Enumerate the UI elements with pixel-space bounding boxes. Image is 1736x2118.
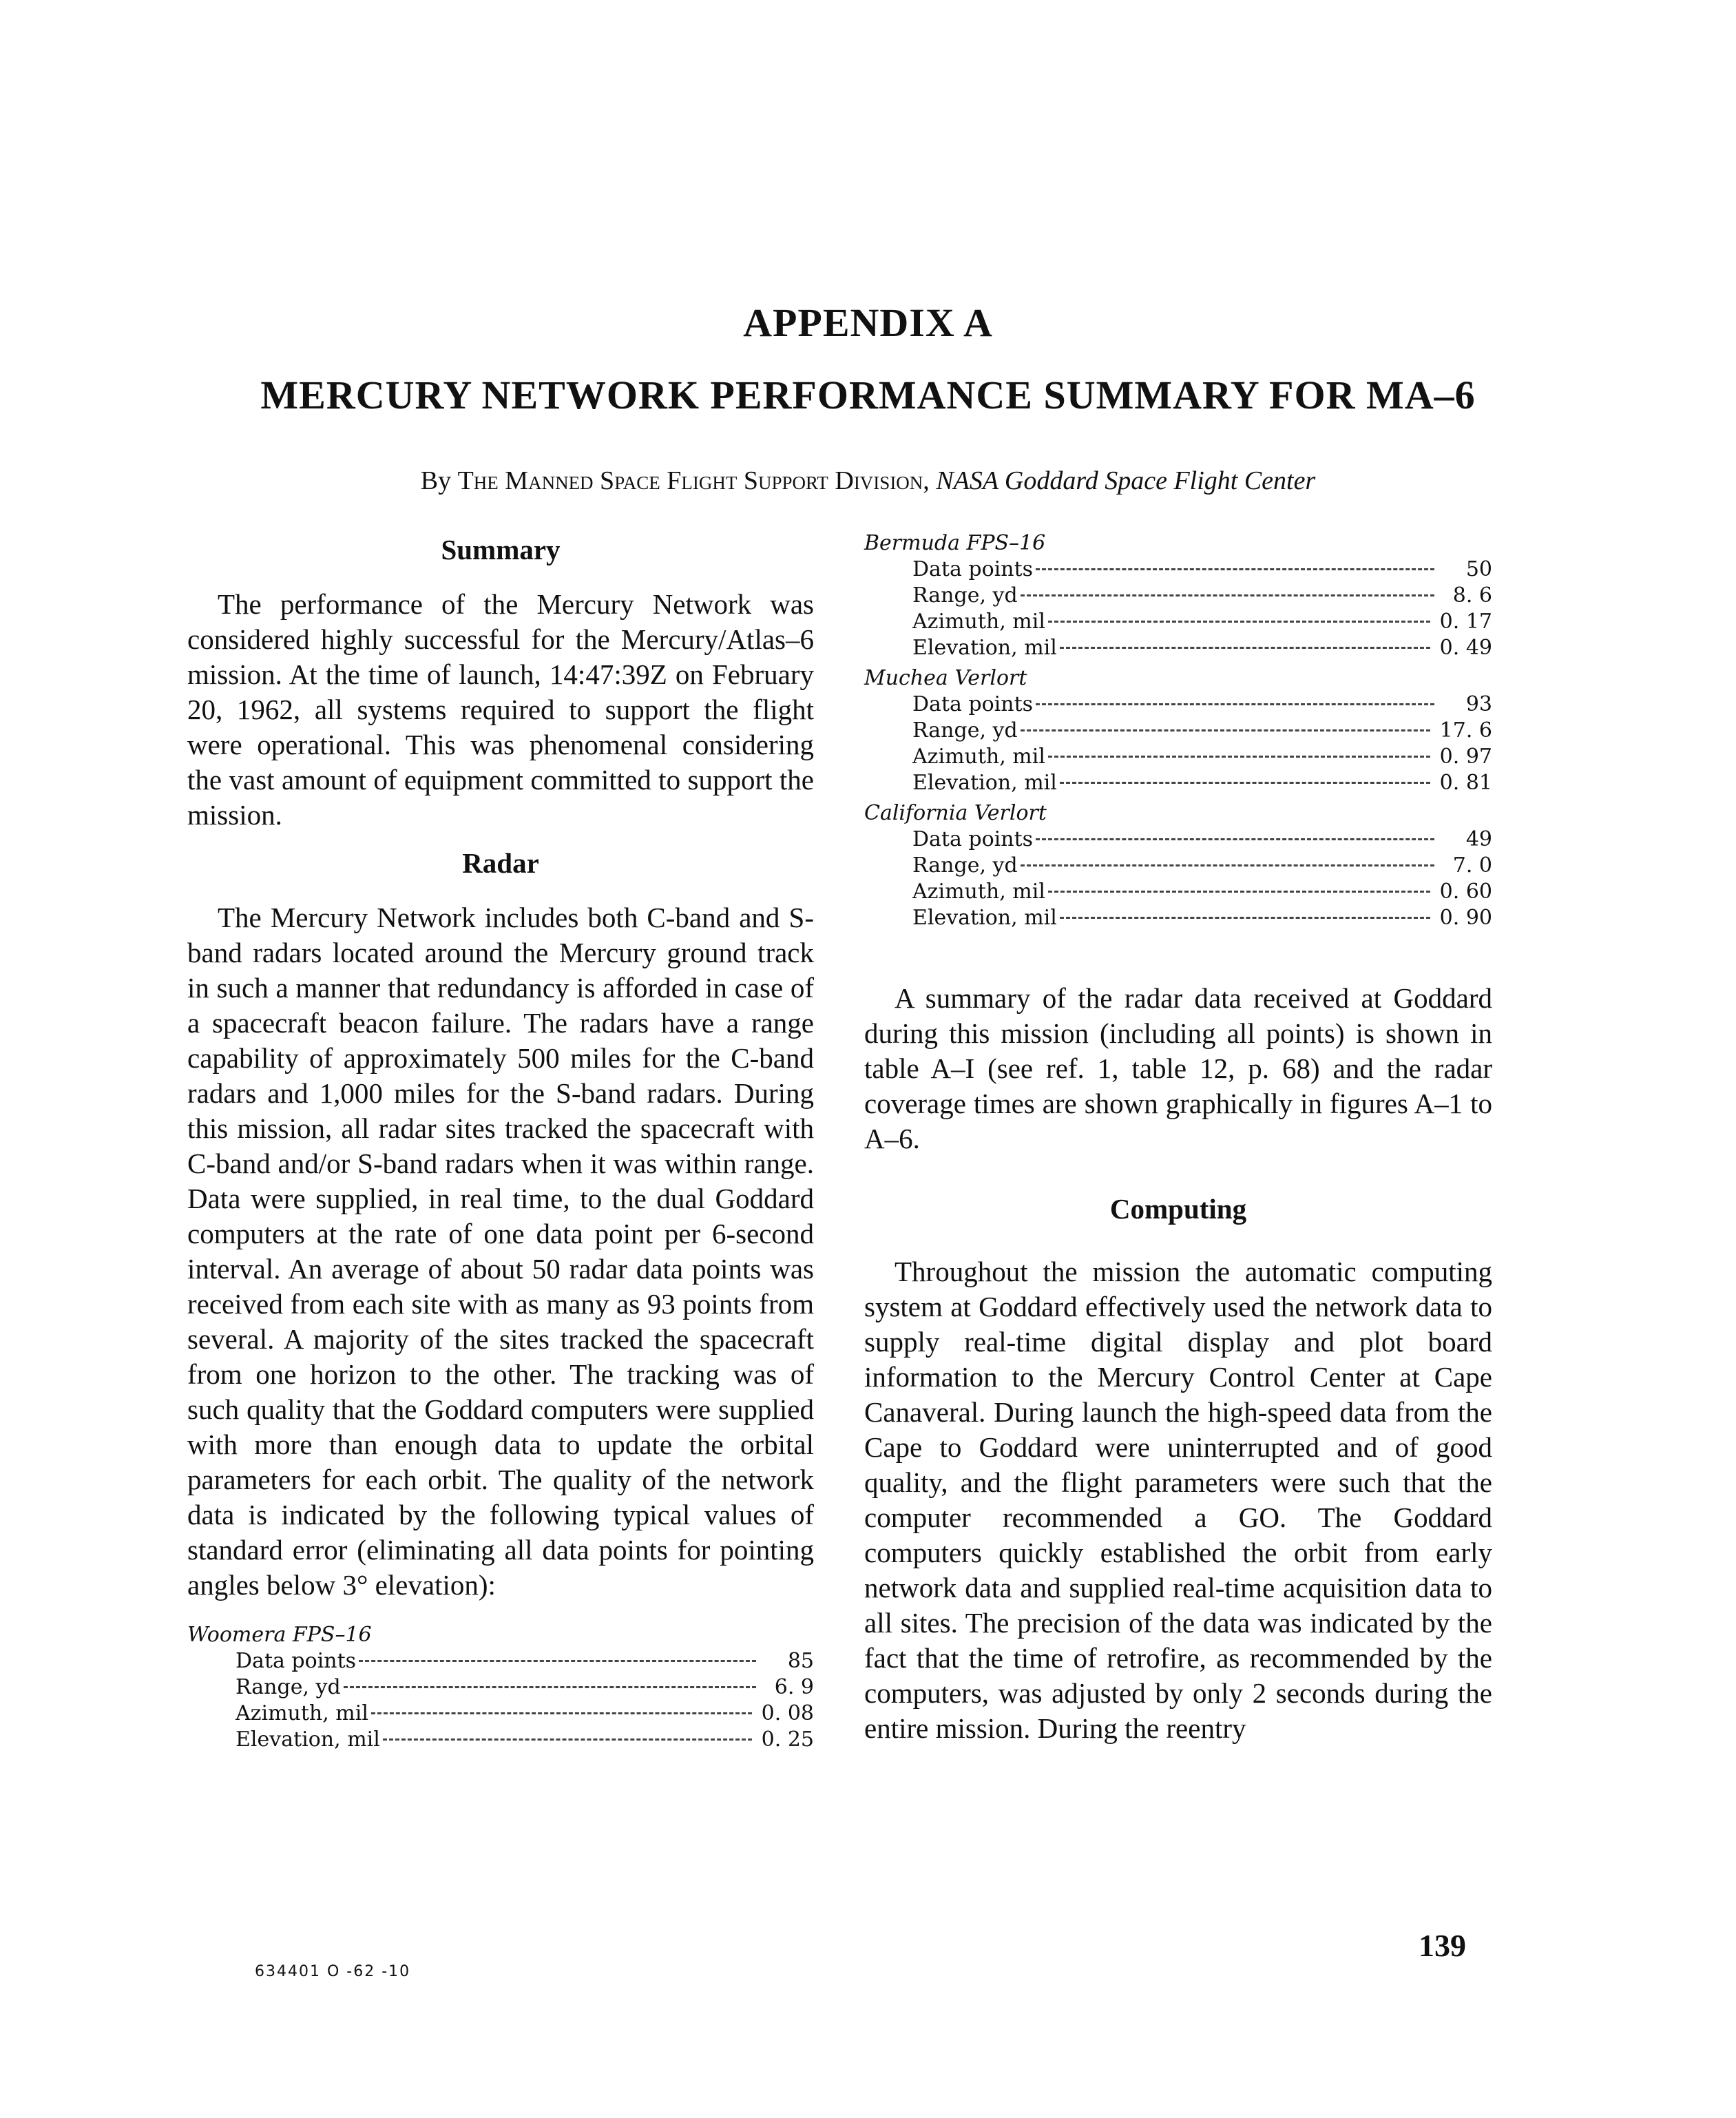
- stat-value: 50: [1465, 557, 1492, 581]
- leader-dots: [344, 1686, 756, 1688]
- stat-label: Elevation, mil: [912, 636, 1057, 660]
- leader-dots: [1060, 917, 1430, 919]
- stat-row: [864, 853, 1492, 879]
- stat-label: Azimuth, mil: [912, 745, 1045, 769]
- site-name: Woomera FPS–16: [187, 1623, 372, 1647]
- stat-value: 93: [1465, 692, 1492, 716]
- leader-dots: [1048, 891, 1430, 893]
- stat-value: 8. 6: [1452, 583, 1492, 608]
- radar-paragraph: The Mercury Network includes both C-band and S-band radars located around the Mercury ground track in such a manner that redundancy is afforded in case of a spacecraft beacon failure. The radars have a range capability of approximately 500 miles for the C-band radars and 1,000 miles for the S-band radars. During this mission, all radar sites tracked the spacecraft with C-band and/or S-band radars when it was within range. Data were supplied, in real time, to the dual Goddard computers at the rate of one data point per 6-second interval. An average of about 50 radar data points was received from each site with as many as 93 points from several. A majority of the sites tracked the spacecraft from one horizon to the other. The tracking was of such quality that the Goddard computers were supplied with more than enough data to update the orbital parameters for each orbit. The quality of the network data is indicated by the following typical values of standard error (eliminating all data points for pointing angles below 3° elevation):: [187, 902, 814, 1601]
- leader-dots: [1060, 782, 1430, 784]
- stat-row: [187, 1701, 814, 1727]
- stat-label: Range, yd: [912, 853, 1018, 878]
- stat-label: Data points: [912, 692, 1034, 716]
- leader-dots: [383, 1738, 752, 1741]
- stat-row: [864, 692, 1492, 718]
- site-name: California Verlort: [864, 801, 1047, 825]
- stat-row: [864, 718, 1492, 744]
- stat-row: [864, 557, 1492, 583]
- stat-value: 0. 25: [761, 1727, 814, 1752]
- stat-label: Range, yd: [912, 583, 1018, 608]
- leader-dots: [1021, 864, 1434, 866]
- stat-value: 85: [787, 1649, 814, 1673]
- stat-row: [864, 744, 1492, 770]
- stat-value: 0. 49: [1439, 636, 1492, 660]
- stat-row: [864, 827, 1492, 853]
- stat-row: [864, 583, 1492, 609]
- stat-label: Data points: [236, 1649, 357, 1673]
- leader-dots: [371, 1712, 752, 1714]
- radar-summary-paragraph: A summary of the radar data received at Goddard during this mission (including all points) is shown in table A–I (see ref. 1, table 12, p. 68) and the radar coverage times are shown graphically in figures A–1 to A–6.: [864, 982, 1492, 1154]
- print-code: 634401 O -62 -10: [255, 1963, 411, 1980]
- stat-value: 6. 9: [774, 1675, 814, 1699]
- stat-value: 7. 0: [1452, 853, 1492, 878]
- byline-prefix: By: [420, 466, 452, 495]
- stat-value: 0. 17: [1439, 610, 1492, 634]
- site-woomera: [187, 1622, 814, 1753]
- stat-label: Azimuth, mil: [236, 1701, 368, 1725]
- stat-label: Elevation, mil: [912, 771, 1057, 795]
- leader-dots: [1036, 703, 1434, 705]
- stat-label: Data points: [912, 827, 1034, 851]
- leader-dots: [1021, 594, 1434, 596]
- stat-row: [187, 1674, 814, 1701]
- stat-row: [187, 1648, 814, 1674]
- stat-value: 0. 60: [1439, 880, 1492, 904]
- stat-label: Elevation, mil: [236, 1727, 380, 1752]
- leader-dots: [1036, 838, 1434, 840]
- summary-heading: Summary: [441, 534, 561, 565]
- stat-row: [864, 879, 1492, 905]
- site-california: [864, 800, 1492, 931]
- site-muchea: [864, 665, 1492, 796]
- leader-dots: [1060, 647, 1430, 649]
- site-name: Bermuda FPS–16: [864, 531, 1046, 555]
- leader-dots: [1021, 729, 1430, 731]
- stat-value: 17. 6: [1439, 718, 1492, 743]
- right-column: [864, 530, 1492, 1746]
- byline: [0, 466, 1736, 496]
- stat-label: Range, yd: [912, 718, 1018, 743]
- site-name: Muchea Verlort: [864, 666, 1027, 690]
- site-bermuda: [864, 530, 1492, 661]
- stat-row: [864, 635, 1492, 661]
- computing-heading: Computing: [1109, 1193, 1247, 1225]
- stat-label: Azimuth, mil: [912, 880, 1045, 904]
- stat-value: 0. 81: [1439, 771, 1492, 795]
- appendix-title: APPENDIX A: [743, 300, 993, 345]
- stat-label: Azimuth, mil: [912, 610, 1045, 634]
- byline-organization: The Manned Space Flight Support Division,: [457, 466, 930, 495]
- page-number: 139: [1419, 1928, 1466, 1963]
- stat-value: 0. 08: [761, 1701, 814, 1725]
- stat-label: Data points: [912, 557, 1034, 581]
- left-column: [187, 530, 814, 1753]
- stat-row: [187, 1727, 814, 1753]
- leader-dots: [1048, 621, 1430, 623]
- stat-value: 0. 97: [1439, 745, 1492, 769]
- stat-label: Elevation, mil: [912, 906, 1057, 930]
- stat-row: [864, 609, 1492, 635]
- byline-center: NASA Goddard Space Flight Center: [936, 466, 1316, 495]
- summary-paragraph: The performance of the Mercury Network was considered highly successful for the Mercury/Atlas–6 mission. At the time of launch, 14:47:39Z on February 20, 1962, all systems required to support the flight were operational. This was phenomenal considering the vast amount of equipment committed to support the mission.: [187, 588, 814, 831]
- computing-paragraph: Throughout the mission the automatic computing system at Goddard effectively used the network data to supply real-time digital display and plot board information to the Mercury Control Center at Cape Canaveral. During launch the high-speed data from the Cape to Goddard were uninterrupted and of good quality, and the flight parameters were such that the computer recommended a GO. The Goddard computers quickly established the orbit from early network data and supplied real-time acquisition data to all sites. The precision of the data was indicated by the fact that the time of retrofire, as recommended by the computers, was adjusted by only 2 seconds during the entire mission. During the reentry: [864, 1256, 1492, 1744]
- stat-value: 49: [1465, 827, 1492, 851]
- stat-row: [864, 770, 1492, 796]
- radar-heading: Radar: [462, 847, 539, 879]
- leader-dots: [359, 1660, 756, 1662]
- leader-dots: [1048, 756, 1430, 758]
- leader-dots: [1036, 568, 1434, 570]
- stat-label: Range, yd: [236, 1675, 341, 1699]
- document-title: MERCURY NETWORK PERFORMANCE SUMMARY FOR MA–6: [260, 373, 1476, 417]
- stat-value: 0. 90: [1439, 906, 1492, 930]
- stat-row: [864, 905, 1492, 931]
